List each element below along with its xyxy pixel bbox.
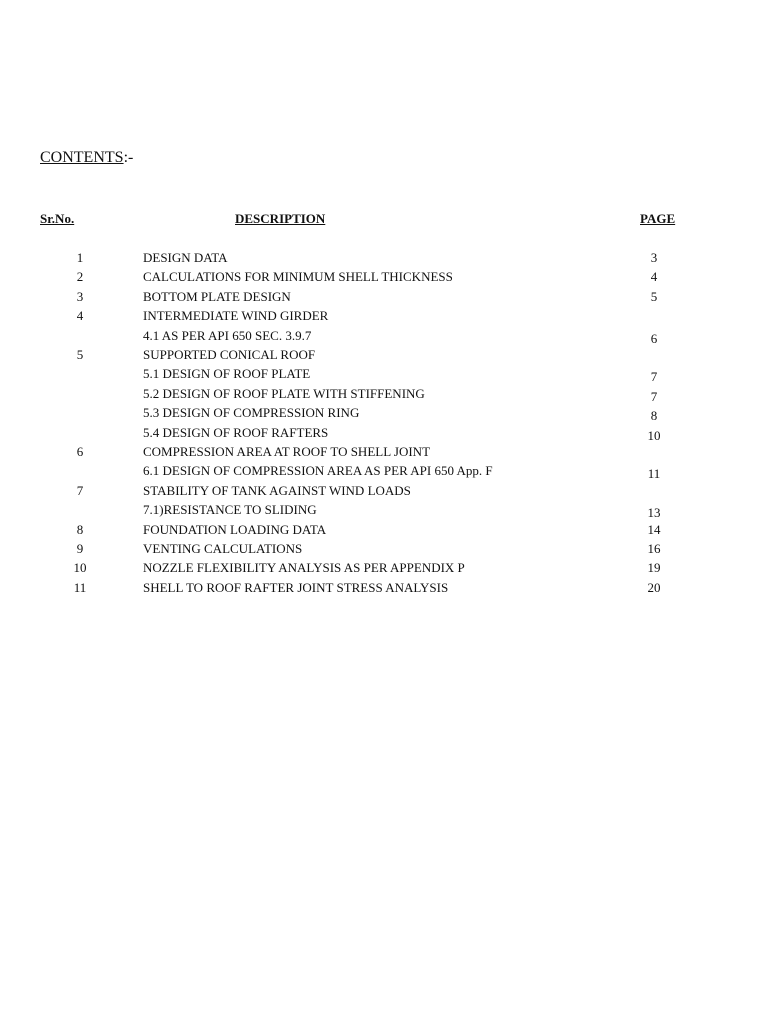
row-description: SHELL TO ROOF RAFTER JOINT STRESS ANALYSIS [143,580,449,595]
row-description: INTERMEDIATE WIND GIRDER [143,308,329,323]
table-row [0,461,768,480]
row-description: SUPPORTED CONICAL ROOF [143,347,316,362]
table-row [0,558,768,577]
row-number: 10 [73,560,87,575]
table-row [0,403,768,422]
row-page: 6 [650,331,658,346]
table-row [0,287,768,306]
row-description: 4.1 AS PER API 650 SEC. 3.9.7 [143,328,312,343]
row-page: 14 [647,522,661,537]
table-row [0,539,768,558]
row-page: 7 [650,369,658,384]
row-description: COMPRESSION AREA AT ROOF TO SHELL JOINT [143,444,431,459]
row-number: 9 [76,541,84,556]
row-description: VENTING CALCULATIONS [143,541,303,556]
table-row [0,248,768,267]
column-header-page: PAGE [640,211,676,226]
column-header-description: DESCRIPTION [235,211,326,226]
row-description: 5.2 DESIGN OF ROOF PLATE WITH STIFFENING [143,386,425,401]
row-page: 16 [647,541,661,556]
table-row [0,423,768,442]
row-page: 11 [647,466,661,481]
table-row [0,481,768,500]
row-page: 20 [647,580,661,595]
row-number: 1 [76,250,84,265]
contents-title-text: CONTENTS [40,149,124,166]
row-description: 7.1)RESISTANCE TO SLIDING [143,502,317,517]
row-description: FOUNDATION LOADING DATA [143,522,327,537]
row-description: 5.4 DESIGN OF ROOF RAFTERS [143,425,329,440]
column-header-sr-no: Sr.No. [40,211,75,226]
table-row [0,578,768,597]
row-number: 11 [73,580,87,595]
contents-title [40,149,133,167]
table-row [0,500,768,519]
row-number: 6 [76,444,84,459]
row-number: 3 [76,289,84,304]
row-description: NOZZLE FLEXIBILITY ANALYSIS AS PER APPENDIX P [143,560,465,575]
row-description: 5.1 DESIGN OF ROOF PLATE [143,366,311,381]
table-row [0,306,768,325]
row-description: 5.3 DESIGN OF COMPRESSION RING [143,405,360,420]
row-page: 7 [650,389,658,404]
row-number: 5 [76,347,84,362]
row-page: 3 [650,250,658,265]
row-number: 4 [76,308,84,323]
row-page: 8 [650,408,658,423]
row-page: 10 [647,428,661,443]
table-row [0,267,768,286]
row-number: 2 [76,269,84,284]
table-row [0,326,768,345]
row-description: CALCULATIONS FOR MINIMUM SHELL THICKNESS [143,269,453,284]
row-description: 6.1 DESIGN OF COMPRESSION AREA AS PER API 650 App. F [143,463,493,478]
row-number: 7 [76,483,84,498]
table-row [0,345,768,364]
row-description: STABILITY OF TANK AGAINST WIND LOADS [143,483,411,498]
row-page: 5 [650,289,658,304]
contents-title-suffix: :- [123,149,134,166]
row-description: DESIGN DATA [143,250,228,265]
row-page: 13 [647,505,661,520]
row-description: BOTTOM PLATE DESIGN [143,289,291,304]
table-row [0,442,768,461]
table-row [0,384,768,403]
table-row [0,364,768,383]
table-row [0,520,768,539]
row-page: 4 [650,269,658,284]
row-page: 19 [647,560,661,575]
row-number: 8 [76,522,84,537]
